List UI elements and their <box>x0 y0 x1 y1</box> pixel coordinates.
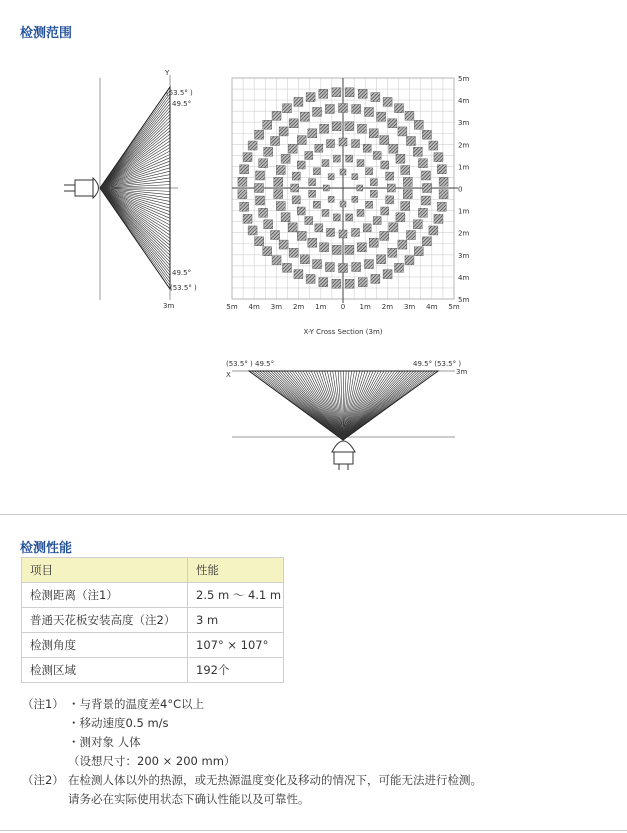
detection-cell <box>263 247 272 256</box>
grid-bottom-label: 4m <box>426 303 438 311</box>
detection-cell <box>282 263 291 272</box>
detection-cell <box>363 144 371 152</box>
detection-cell <box>352 263 361 272</box>
detection-cell <box>319 278 328 287</box>
grid-right-label: 3m <box>458 119 470 128</box>
row-value: 2.5 m ～ 4.1 m <box>188 583 284 608</box>
x-axis-label: X <box>226 371 231 379</box>
grid-bottom-label: 1m <box>359 303 371 311</box>
detection-cell <box>306 274 315 283</box>
grid-bottom-label: 2m <box>292 303 305 311</box>
detection-cell <box>288 144 297 153</box>
detection-cell <box>406 231 415 240</box>
fan-ray <box>100 188 170 249</box>
detection-cell <box>437 202 446 211</box>
grid-right-label: 0 <box>458 185 463 194</box>
detection-cell <box>387 184 395 192</box>
detection-cell <box>263 120 272 129</box>
detection-cell <box>346 155 353 162</box>
detection-cell <box>340 201 346 207</box>
detection-cell <box>272 111 281 120</box>
fan-ray <box>100 188 170 239</box>
grid-caption: X-Y Cross Section (3m) <box>303 328 383 336</box>
fan-ray <box>100 188 170 272</box>
detection-cell <box>319 89 328 98</box>
detection-cell <box>240 202 249 211</box>
detection-cell <box>292 196 300 204</box>
detection-cell <box>238 190 247 199</box>
row-value: 107° × 107° <box>188 633 284 658</box>
detection-cell <box>352 174 358 180</box>
detection-cell <box>309 179 316 186</box>
detection-cell <box>429 141 438 150</box>
row-value: 3 m <box>188 608 284 633</box>
detection-cell <box>345 122 354 131</box>
detection-cell <box>291 184 299 192</box>
detection-cell <box>297 231 306 240</box>
detection-cell <box>272 256 281 265</box>
grid-right-label: 2m <box>458 141 470 150</box>
detection-cell <box>413 220 422 229</box>
side-distance-label: 3m <box>163 302 175 310</box>
detection-cell <box>339 138 347 146</box>
fan-ray <box>100 104 170 188</box>
grid-right-label: 5m <box>458 296 470 304</box>
fan-ray <box>100 117 170 188</box>
fan-ray <box>100 138 170 189</box>
grid-right-label: 4m <box>458 273 470 282</box>
detection-cell <box>434 153 443 162</box>
detection-cell <box>328 174 334 180</box>
detection-cell <box>281 154 290 163</box>
detection-cell <box>405 111 414 120</box>
note1-label: （注1） <box>22 697 64 711</box>
detection-cell <box>288 223 297 232</box>
detection-cell <box>396 154 405 163</box>
detection-cell <box>371 274 380 283</box>
detection-cell <box>243 153 252 162</box>
fan-ray <box>343 371 384 440</box>
table-row <box>22 583 284 608</box>
detection-cell <box>264 147 273 156</box>
detection-cell <box>370 190 377 197</box>
side-view-fan-diagram <box>64 69 197 310</box>
detection-cell <box>357 209 364 216</box>
detection-cell <box>255 130 264 139</box>
detection-cell <box>352 104 361 113</box>
detection-cell <box>332 88 341 97</box>
detection-cell <box>320 124 329 133</box>
grid-right-label: 2m <box>458 229 470 238</box>
row-item: 检测距离（注1） <box>22 583 188 608</box>
detection-cell <box>437 165 446 174</box>
detection-cell <box>398 240 407 249</box>
detection-cell <box>264 220 273 229</box>
detection-cell <box>300 255 309 264</box>
xy-cross-section-grid <box>226 75 469 336</box>
detection-cell <box>294 270 303 279</box>
grid-bottom-label: 0 <box>340 303 346 311</box>
detection-cell <box>238 177 247 186</box>
detection-cell <box>406 136 415 145</box>
table-row <box>22 608 284 633</box>
detection-cell <box>345 245 354 254</box>
detection-cell <box>346 214 353 221</box>
detection-cell <box>352 228 360 236</box>
detection-cell <box>274 177 283 186</box>
detection-cell <box>423 184 432 193</box>
detection-cell <box>401 201 410 210</box>
detection-cell <box>418 208 427 217</box>
section-divider-top <box>0 514 627 515</box>
detection-cell <box>395 263 404 272</box>
table-header-row <box>22 558 284 583</box>
detection-cell <box>276 166 285 175</box>
detection-cell <box>381 161 389 169</box>
front-right-angles: 49.5° (53.5° ) <box>413 360 462 368</box>
detection-cell <box>276 201 285 210</box>
detection-cell <box>439 177 448 186</box>
detection-cell <box>388 248 397 257</box>
detection-cell <box>380 231 389 240</box>
detection-cell <box>282 104 291 113</box>
detection-cell <box>256 171 265 180</box>
detection-cell <box>305 217 313 225</box>
angle-inner-top: 49.5° <box>172 100 192 108</box>
detection-cell <box>389 144 398 153</box>
detection-cell <box>248 141 257 150</box>
detection-cell <box>401 166 410 175</box>
detection-cell <box>332 122 341 131</box>
detection-cell <box>371 93 380 102</box>
detection-cell <box>439 190 448 199</box>
notes-block <box>22 695 482 809</box>
detection-cell <box>358 89 367 98</box>
detection-cell <box>281 213 290 222</box>
fan-ray <box>279 371 343 440</box>
detection-cell <box>389 223 398 232</box>
detection-cell <box>300 112 309 121</box>
grid-right-label: 5m <box>458 75 470 83</box>
detection-cell <box>309 190 316 197</box>
angle-inner-bottom: 49.5° <box>172 269 192 277</box>
detection-cell <box>339 104 348 113</box>
detection-cell <box>306 93 315 102</box>
detection-cell <box>366 168 373 175</box>
detection-cell <box>313 201 320 208</box>
header-item: 项目 <box>22 558 188 583</box>
detection-cell <box>377 112 386 121</box>
detection-cell <box>370 179 377 186</box>
performance-table <box>21 557 284 683</box>
note2-line: 请务必在实际使用状态下确认性能以及可靠性。 <box>68 792 310 806</box>
header-performance: 性能 <box>188 558 284 583</box>
detection-cell <box>256 196 265 205</box>
y-axis-label: Y <box>165 69 170 77</box>
detection-cell <box>377 255 386 264</box>
detection-cell <box>297 207 305 215</box>
detection-cell <box>357 243 366 252</box>
detection-cell <box>352 140 360 148</box>
note2-label: （注2） <box>22 773 64 787</box>
detection-cell <box>373 217 381 225</box>
detection-cell <box>325 104 334 113</box>
detection-cell <box>255 184 264 193</box>
detection-cell <box>322 209 329 216</box>
section-divider-bottom <box>0 830 627 831</box>
detection-range-title: 检测范围 <box>20 26 73 41</box>
front-distance-label: 3m <box>456 368 468 376</box>
fan-ray <box>100 188 170 276</box>
detection-cell <box>332 245 341 254</box>
detection-cell <box>422 237 431 246</box>
grid-right-label: 3m <box>458 251 470 260</box>
detection-cell <box>315 224 323 232</box>
detection-cell <box>323 185 329 191</box>
grid-right-label: 4m <box>458 97 470 106</box>
detection-cell <box>369 238 378 247</box>
grid-bottom-label: 2m <box>381 303 394 311</box>
front-fan-rays <box>249 371 438 440</box>
fan-ray <box>100 124 170 188</box>
grid-bottom-label: 5m <box>226 303 238 311</box>
fan-ray <box>343 371 387 440</box>
detection-cell <box>339 230 347 238</box>
detection-performance-title: 检测性能 <box>20 541 73 556</box>
detection-cell <box>259 208 268 217</box>
fan-ray <box>295 371 343 440</box>
detection-cell <box>332 279 341 288</box>
detection-cell <box>305 151 313 159</box>
note1-line: ・测对象 人体 <box>68 735 141 749</box>
detection-cell <box>366 201 373 208</box>
detection-cell <box>325 263 334 272</box>
detection-cell <box>308 129 317 138</box>
detection-cell <box>313 168 320 175</box>
detection-cell <box>345 88 354 97</box>
detection-cell <box>380 136 389 145</box>
detection-cell <box>297 161 305 169</box>
detection-cell <box>292 172 300 180</box>
detection-cell <box>357 124 366 133</box>
detection-cell <box>434 214 443 223</box>
row-item: 普通天花板安装高度（注2） <box>22 608 188 633</box>
detection-cell <box>339 264 348 273</box>
angle-outer-bottom: (53.5° ) <box>170 284 197 292</box>
detection-cell <box>421 196 430 205</box>
detection-cell <box>386 196 394 204</box>
fan-ray <box>100 127 170 188</box>
detection-cell <box>243 214 252 223</box>
front-view-fan-diagram <box>226 360 467 470</box>
detection-cell <box>363 224 371 232</box>
detection-cell <box>413 147 422 156</box>
detection-cell <box>403 177 412 186</box>
detection-cell <box>421 171 430 180</box>
detection-cell <box>383 270 392 279</box>
detection-cell <box>388 119 397 128</box>
detection-cell <box>414 120 423 129</box>
detection-cell <box>313 260 322 269</box>
detection-cell <box>255 237 264 246</box>
fan-ray <box>100 188 170 252</box>
detection-cell <box>259 159 268 168</box>
grid-right-axis-labels <box>458 75 469 304</box>
detection-cell <box>340 169 346 175</box>
detection-cell <box>369 129 378 138</box>
detection-cell <box>240 165 249 174</box>
detection-cell <box>352 196 358 202</box>
detection-cell <box>248 226 257 235</box>
grid-bottom-axis-labels <box>226 303 459 311</box>
detection-cell <box>271 231 280 240</box>
detection-cell <box>274 190 283 199</box>
grid-bottom-label: 1m <box>315 303 327 311</box>
detection-cell <box>414 247 423 256</box>
detection-cell <box>322 160 329 167</box>
detection-cell <box>320 243 329 252</box>
detection-cell <box>357 185 363 191</box>
detection-cell <box>294 97 303 106</box>
grid-bottom-label: 5m <box>448 303 460 311</box>
detection-cell <box>326 228 334 236</box>
note2 <box>22 771 482 790</box>
detection-cell <box>308 238 317 247</box>
fan-ray <box>306 371 343 440</box>
detection-cell <box>383 97 392 106</box>
detection-cell <box>364 260 373 269</box>
detection-cell <box>386 172 394 180</box>
detection-cell <box>358 278 367 287</box>
side-fan-rays <box>100 87 170 289</box>
detection-cell <box>396 213 405 222</box>
fan-ray <box>100 188 170 259</box>
detection-cell <box>405 256 414 265</box>
note2-line: 在检测人体以外的热源，或无热源温度变化及移动的情况下，可能无法进行检测。 <box>68 773 482 787</box>
detection-cell <box>289 248 298 257</box>
grid-right-label: 1m <box>458 207 470 216</box>
detection-cell <box>333 214 340 221</box>
detection-cell <box>326 140 334 148</box>
front-left-angles: (53.5° ) 49.5° <box>226 360 275 368</box>
row-item: 检测角度 <box>22 633 188 658</box>
detection-cell <box>381 207 389 215</box>
row-item: 检测区域 <box>22 658 188 683</box>
detection-cell <box>395 104 404 113</box>
table-row <box>22 658 284 683</box>
sensor-front-icon <box>332 441 355 470</box>
angle-outer-top: (53.5° ) <box>166 89 193 97</box>
detection-cell <box>398 127 407 136</box>
note1-line: ・移动速度0.5 m/s <box>68 716 169 730</box>
grid-bottom-label: 4m <box>248 303 260 311</box>
detection-cell <box>315 144 323 152</box>
sensor-side-icon <box>64 178 99 198</box>
detection-cell <box>279 240 288 249</box>
note1-line: ・与背景的温度差4°C以上 <box>68 697 205 711</box>
detection-cell <box>418 159 427 168</box>
detection-cell <box>364 107 373 116</box>
detection-cell <box>373 151 381 159</box>
detection-cell <box>333 155 340 162</box>
note1 <box>22 695 482 714</box>
detection-cell <box>345 279 354 288</box>
detection-cell <box>357 160 364 167</box>
detection-cell <box>313 107 322 116</box>
detection-cell <box>297 136 306 145</box>
grid-bottom-label: 3m <box>403 303 416 311</box>
detection-cell <box>328 196 334 202</box>
detection-cell <box>429 226 438 235</box>
grid-right-label: 1m <box>458 163 470 172</box>
detection-cell <box>271 136 280 145</box>
fan-ray <box>100 100 170 188</box>
detection-cell <box>289 119 298 128</box>
detection-cell <box>403 190 412 199</box>
table-row <box>22 633 284 658</box>
note1-line: （设想尺寸：200 × 200 mm） <box>68 754 236 768</box>
detection-cell <box>279 127 288 136</box>
detection-cell <box>422 130 431 139</box>
row-value: 192个 <box>188 658 284 683</box>
grid-bottom-label: 3m <box>270 303 283 311</box>
